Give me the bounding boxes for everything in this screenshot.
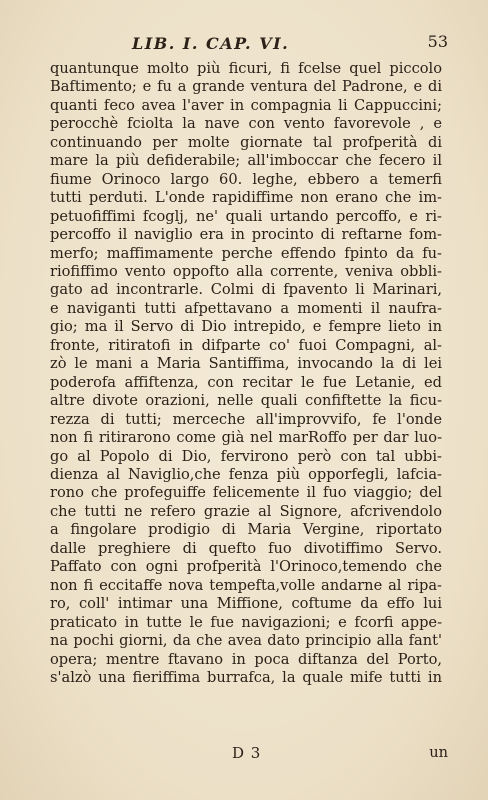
text-line: s'alzò una fieriffima burrafca, la quale mife tutti in [50,668,442,686]
page-footer [52,744,448,764]
text-line: rezza di tutti; merceche all'improvvifo, fe l'onde [50,410,442,428]
text-line: poderofa affiftenza, con recitar le fue Letanie, ed [50,373,442,391]
body-text [50,60,442,687]
text-line: quantunque molto più ficuri, fi fcelse quel piccolo [50,60,442,77]
text-line: ro, coll' intimar una Miffione, coftume da effo lui [50,595,442,613]
text-line: non fi ritirarono come già nel marRoffo per dar luo- [50,429,442,447]
text-line: dalle preghiere di quefto fuo divotiffimo Servo. [50,539,442,557]
text-line: fiume Orinoco largo 60. leghe, ebbero a temerfi [50,170,442,188]
text-line: che tutti ne refero grazie al Signore, afcrivendolo [50,502,442,520]
catchword: un [429,744,448,761]
text-line: petuofiffimi fcoglj, ne' quali urtando percoffo, e ri- [50,207,442,225]
text-line: praticato in tutte le fue navigazioni; e fcorfi appe- [50,613,442,631]
text-line: non fi eccitaffe nova tempefta,volle andarne al ripa- [50,576,442,594]
text-line: merfo; maffimamente perche effendo fpinto da fu- [50,244,442,262]
text-line: opera; mentre ftavano in poca diftanza del Porto, [50,650,442,668]
page-header [52,34,448,56]
text-line: mare la più defiderabile; all'imboccar che fecero il [50,152,442,170]
text-line: go al Popolo di Dio, fervirono però con tal ubbi- [50,447,442,465]
text-line: percoffo il naviglio era in procinto di reftarne fom- [50,226,442,244]
text-line: gio; ma il Servo di Dio intrepido, e fempre lieto in [50,318,442,336]
text-line: altre divote orazioni, nelle quali confiftette la ficu- [50,392,442,410]
page-number: 53 [427,32,448,51]
text-line: fronte, ritiratofi in difparte co' fuoi Compagni, al- [50,336,442,354]
text-line: e naviganti tutti afpettavano a momenti il naufra- [50,299,442,317]
text-line: continuando per molte giornate tal profperità di [50,133,442,151]
text-line: dienza al Naviglio,che fenza più opporfegli, lafcia- [50,465,442,483]
text-line: a fingolare prodigio di Maria Vergine, riportato [50,521,442,539]
text-line: rono che profeguiffe felicemente il fuo viaggio; del [50,484,442,502]
signature-mark: D 3 [232,744,262,762]
text-line: riofiffimo vento oppofto alla corrente, veniva obbli- [50,262,442,280]
text-line: Paffato con ogni profperità l'Orinoco,temendo che [50,558,442,576]
text-line: perocchè fciolta la nave con vento favorevole , e [50,115,442,133]
text-line: Baftimento; e fu a grande ventura del Padrone, e di [50,78,442,96]
text-line: quanti feco avea l'aver in compagnia li Cappuccini; [50,96,442,114]
running-head: LIB. I. CAP. VI. [132,34,290,53]
text-line: gato ad incontrarle. Colmi di fpavento li Marinari, [50,281,442,299]
text-line: zò le mani a Maria Santiffima, invocando la di lei [50,355,442,373]
text-line: na pochi giorni, da che avea dato principio alla fant' [50,632,442,650]
text-line: tutti perduti. L'onde rapidiffime non erano che im- [50,189,442,207]
